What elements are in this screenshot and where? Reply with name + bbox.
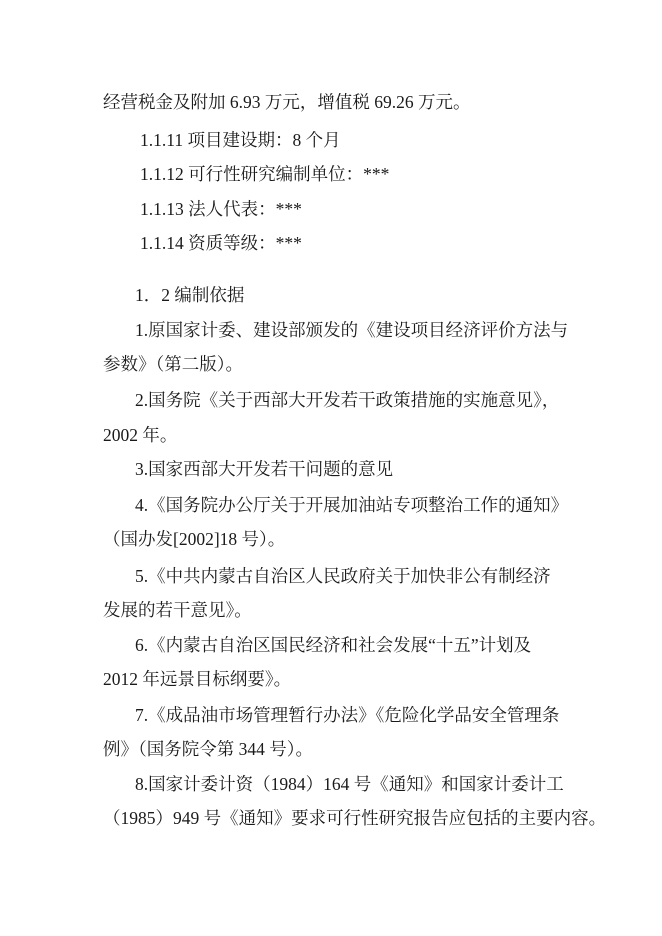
text-line: 1.1.13 法人代表：***	[140, 199, 302, 219]
text-line: 经营税金及附加 6.93 万元，增值税 69.26 万元。	[103, 92, 471, 112]
text-line: 2002 年。	[103, 425, 178, 445]
text-line: 发展的若干意见》。	[103, 600, 252, 620]
text-line: 1.原国家计委、建设部颁发的《建设项目经济评价方法与	[135, 320, 569, 340]
text-line: 8.国家计委计资（1984）164 号《通知》和国家计委计工	[135, 774, 564, 794]
section-heading: 1．2 编制依据	[135, 285, 245, 305]
text-line: 2.国务院《关于西部大开发若干政策措施的实施意见》，	[135, 390, 560, 410]
text-line: 4.《国务院办公厅关于开展加油站专项整治工作的通知》	[135, 495, 569, 515]
text-line: 6.《内蒙古自治区国民经济和社会发展“十五”计划及	[135, 635, 532, 655]
text-line: （国办发[2002]18 号）。	[103, 529, 286, 549]
text-line: 2012 年远景目标纲要》。	[103, 669, 292, 689]
text-line: 1.1.12 可行性研究编制单位：***	[140, 164, 390, 184]
text-line: 3.国家西部大开发若干问题的意见	[135, 459, 394, 479]
text-line: （1985）949 号《通知》要求可行性研究报告应包括的主要内容。	[103, 808, 607, 828]
text-line: 参数》（第二版）。	[103, 354, 243, 374]
text-line: 1.1.11 项目建设期：8 个月	[140, 130, 341, 150]
text-line: 1.1.14 资质等级：***	[140, 233, 302, 253]
text-line: 例》（国务院令第 344 号）。	[103, 739, 313, 759]
text-line: 5.《中共内蒙古自治区人民政府关于加快非公有制经济	[135, 566, 551, 586]
text-line: 7.《成品油市场管理暂行办法》《危险化学品安全管理条	[135, 705, 560, 725]
